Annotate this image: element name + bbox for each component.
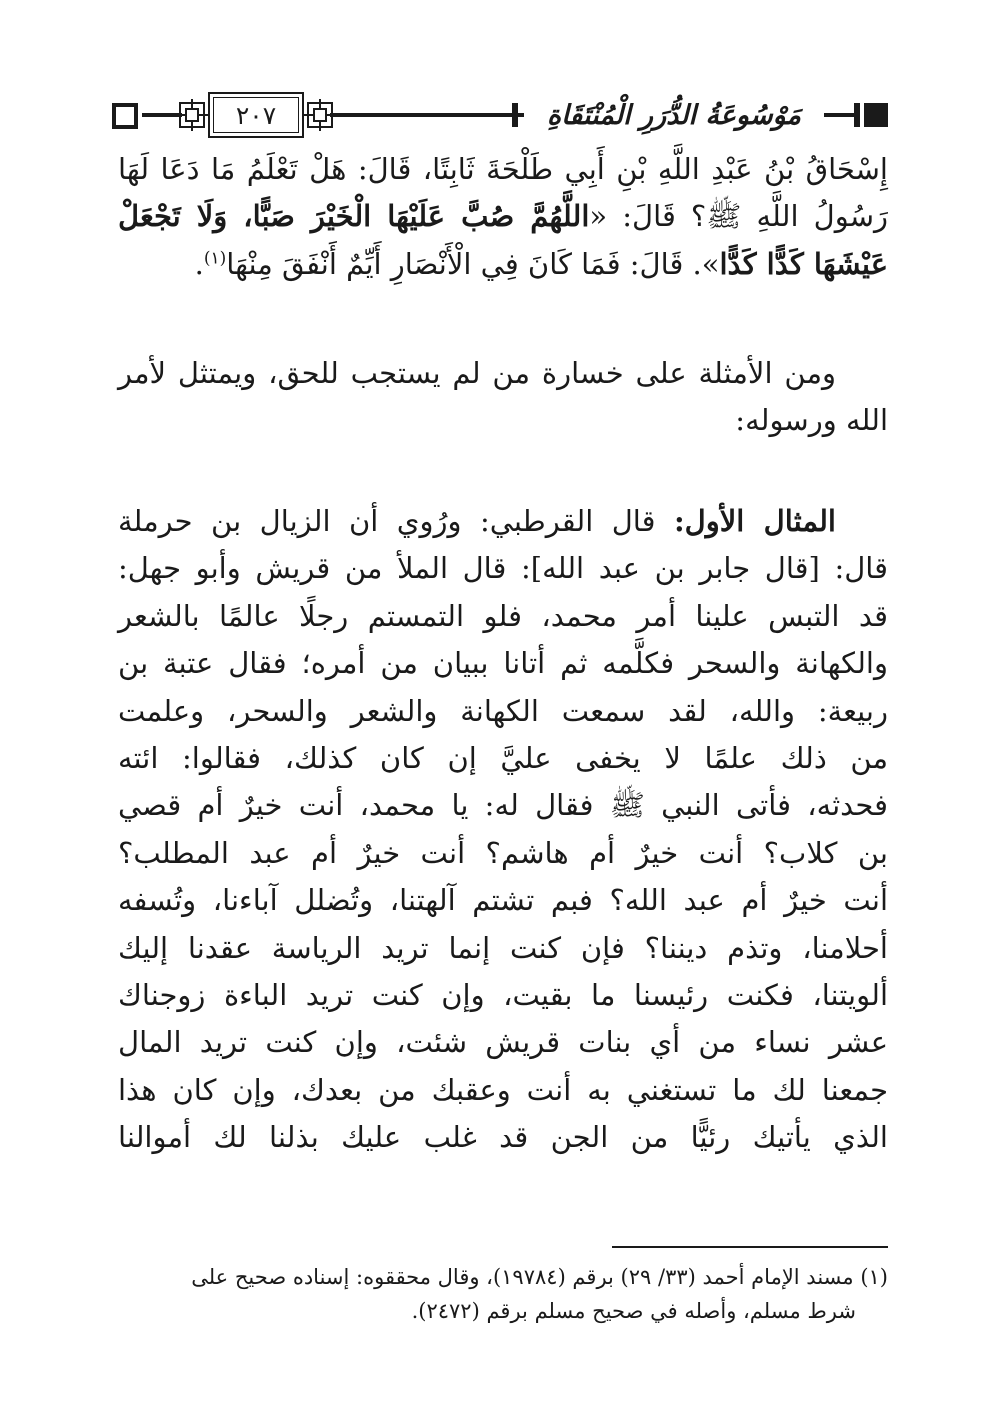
text-run: قال القرطبي: ورُوي أن الزيال بن حرملة xyxy=(118,504,656,538)
text-line: جمعنا لك ما تستغني به أنت وعقبك من بعدك، وإن كان هذا xyxy=(118,1072,888,1107)
page-number-frame xyxy=(182,90,330,140)
text-line xyxy=(118,241,888,288)
text-line: عشر نساء من أي بنات قريش شئت، وإن كنت تريد المال xyxy=(118,1025,888,1060)
text-line: قال: [قال جابر بن عبد الله]: قال الملأ من قريش وأبو جهل: xyxy=(118,551,888,586)
text-run: رَسُولُ اللَّهِ ﷺ؟ قَالَ: « xyxy=(589,199,889,234)
text-line: الله ورسوله: xyxy=(735,403,888,438)
header-square-filled-icon xyxy=(864,103,888,127)
page-header xyxy=(112,88,888,144)
text-line: ربيعة: والله، لقد سمعت الكهانة والشعر والسحر، وعلمت xyxy=(118,693,888,728)
text-line xyxy=(118,498,888,545)
footnote-rule xyxy=(612,1246,888,1248)
paragraph-example-one xyxy=(118,498,888,1161)
text-line: ومن الأمثلة على خسارة من لم يستجب للحق، ويمتثل لأمر xyxy=(118,356,836,390)
text-line: ألويتنا، فكنت رئيسنا ما بقيت، وإن كنت تريد الباءة زوجناك xyxy=(118,977,888,1012)
text-line: قد التبس علينا أمر محمد، فلو التمستم رجلًا عالمًا بالشعر xyxy=(118,598,888,633)
example-label: المثال الأول: xyxy=(673,504,836,538)
footnote-line: (١) مسند الإمام أحمد (٣٣/ ٢٩) برقم (١٩٧٨٤)، وقال محققوه: إسناده صحيح على xyxy=(191,1265,888,1289)
footnote-line: شرط مسلم، وأصله في صحيح مسلم برقم (٢٤٧٢). xyxy=(411,1299,856,1323)
text-line xyxy=(118,193,888,240)
text-run: ». قَالَ: فَمَا كَانَ فِي الْأَنْصَارِ أَيِّمٌ أَنْفَقَ مِنْهَا xyxy=(226,246,720,281)
header-bar-icon xyxy=(854,103,860,127)
lattice-ornament-icon xyxy=(176,99,208,131)
paragraph-hadith xyxy=(118,146,888,288)
paragraph-intro xyxy=(118,350,888,445)
book-title: مَوْسُوعَةُ الدُّرَرِ الْمُنْتَقَاةِ xyxy=(546,99,801,131)
text-line: إِسْحَاقُ بْنُ عَبْدِ اللَّهِ بْنِ أَبِي طَلْحَةَ ثَابِتًا، قَالَ: هَلْ تَعْلَمُ مَا دَعَا لَهَا xyxy=(118,152,888,186)
footnotes xyxy=(118,1260,888,1328)
hadith-quote: عَيْشَهَا كَدًّا كَدًّا xyxy=(719,246,888,281)
hadith-quote: اللَّهُمَّ صُبَّ عَلَيْهَا الْخَيْرَ صَبًّا، وَلَا تَجْعَلْ xyxy=(118,199,590,234)
lattice-ornament-icon xyxy=(304,99,336,131)
text-run: . xyxy=(194,246,204,281)
text-line: من ذلك علمًا لا يخفى عليَّ إن كان كذلك، فقالوا: ائته xyxy=(118,740,888,775)
header-bar-icon xyxy=(512,103,518,127)
text-line: أنت خيرٌ أم عبد الله؟ فبم تشتم آلهتنا، وتُضلل آباءنا، وتُسفه xyxy=(118,883,888,918)
text-line: والكهانة والسحر فكلَّمه ثم أتانا ببيان من أمره؛ فقال عتبة بن xyxy=(118,646,888,681)
book-title-frame xyxy=(524,90,824,140)
page-number-box xyxy=(208,92,304,138)
page-number: ٢٠٧ xyxy=(235,100,277,130)
text-line: فحدثه، فأتى النبي ﷺ فقال له: يا محمد، أنت خيرٌ أم قصي xyxy=(118,788,888,823)
text-line: الذي يأتيك رئيًّا من الجن قد غلب عليك بذلنا لك أموالنا xyxy=(118,1120,888,1155)
text-line: بن كلاب؟ أنت خيرٌ أم هاشم؟ أنت خيرٌ أم عبد المطلب؟ xyxy=(118,835,888,870)
text-line: أحلامنا، وتذم ديننا؟ فإن كنت إنما تريد الرياسة عقدنا إليك xyxy=(118,930,888,965)
footnote-reference: (١) xyxy=(203,248,227,269)
header-square-open-icon xyxy=(112,103,138,129)
